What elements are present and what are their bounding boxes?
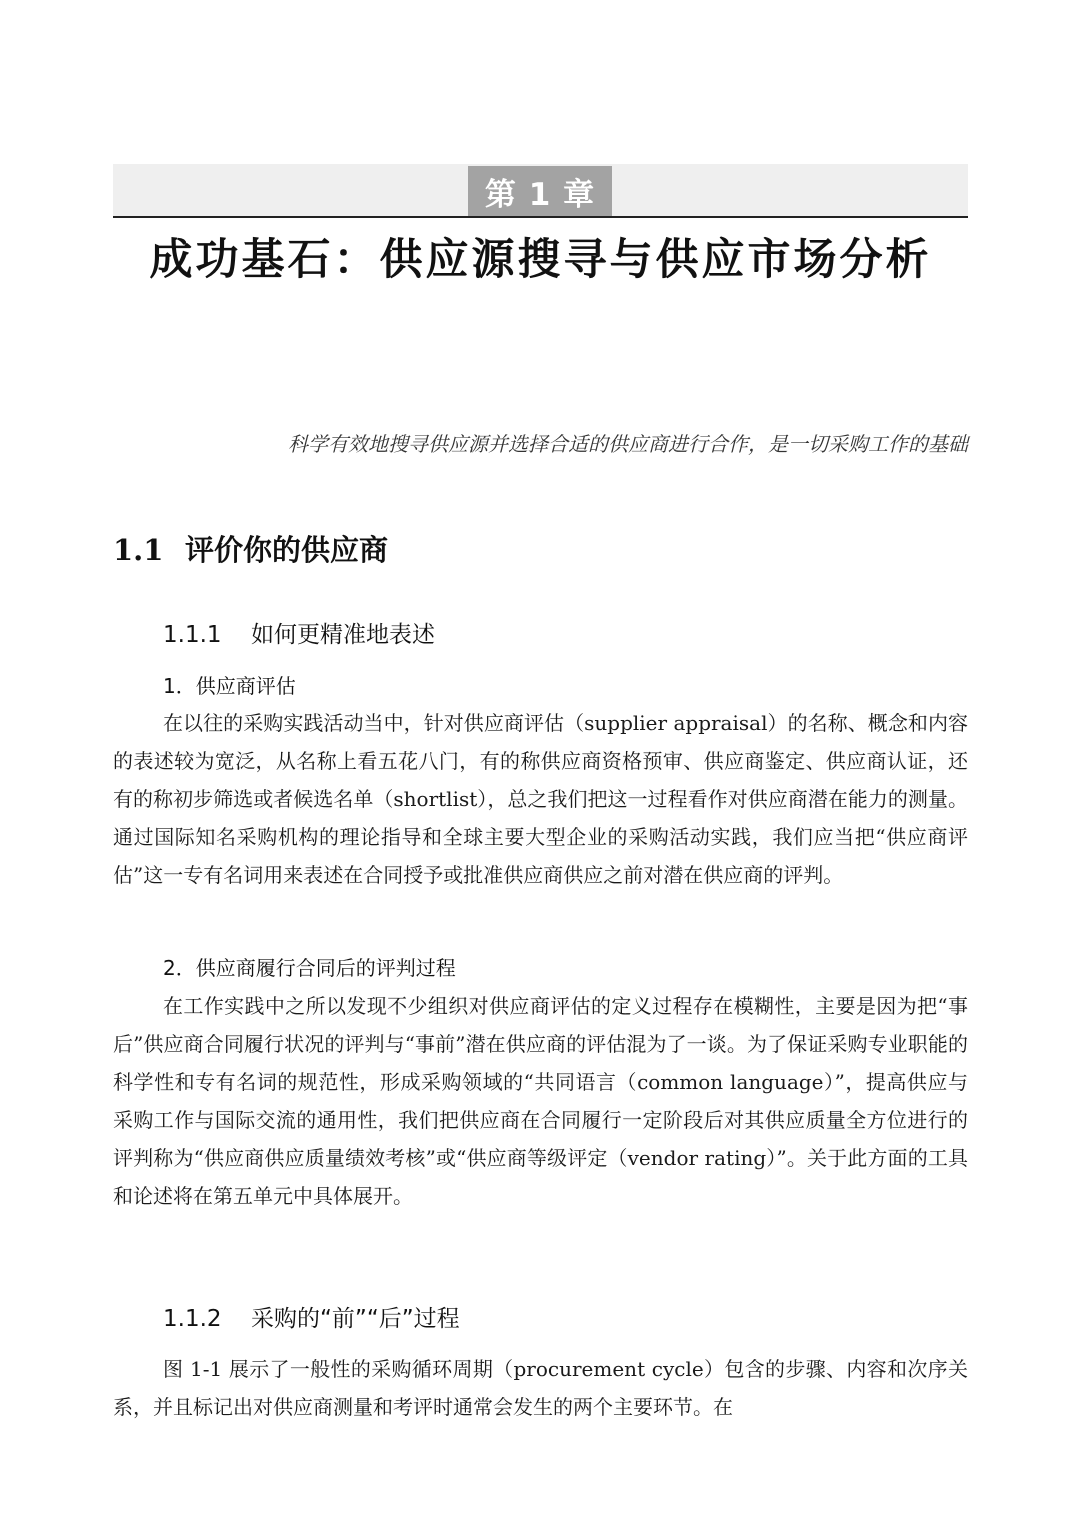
paragraph-vendor-rating: 在工作实践中之所以发现不少组织对供应商评估的定义过程存在模糊性，主要是因为把“事后”供应商合同履行状况的评判与“事前”潜在供应商的评估混为了一谈。为了保证采购专业职能的科学性和专有名词的规范性，形成采购领域的“共同语言（common language）”，提高供应与采购工作与国际交流的通用性，我们把供应商在合同履行一定阶段后对其供应质量全方位进行的评判称为“供应商供应质量绩效考核”或“供应商等级评定（vendor rating）”。关于此方面的工具和论述将在第五单元中具体展开。 <box>113 994 968 1208</box>
chapter-title: 成功基石：供应源搜寻与供应市场分析 <box>149 235 932 285</box>
subsection-heading-1 <box>163 616 435 649</box>
section-number: 1.1 <box>113 533 164 567</box>
section-heading <box>113 528 388 569</box>
paragraph-procurement-cycle: 图 1-1 展示了一般性的采购循环周期（procurement cycle）包含的步骤、内容和次序关系，并且标记出对供应商测量和考评时通常会发生的两个主要环节。在 <box>113 1357 968 1419</box>
section-title: 评价你的供应商 <box>185 533 389 567</box>
item-heading-2: 2．供应商履行合同后的评判过程 <box>163 956 456 980</box>
subsection-heading-2 <box>163 1300 460 1333</box>
paragraph-supplier-appraisal: 在以往的采购实践活动当中，针对供应商评估（supplier appraisal）的名称、概念和内容的表述较为宽泛，从名称上看五花八门，有的称供应商资格预审、供应商鉴定、供应商认证，还有的称初步筛选或者候选名单（shortlist），总之我们把这一过程看作对供应商潜在能力的测量。通过国际知名采购机构的理论指导和全球主要大型企业的采购活动实践，我们应当把“供应商评估”这一专有名词用来表述在合同授予或批准供应商供应之前对潜在供应商的评判。 <box>113 711 968 887</box>
subsection-number: 1.1.1 <box>163 622 222 648</box>
epigraph: 科学有效地搜寻供应源并选择合适的供应商进行合作，是一切采购工作的基础 <box>288 432 968 456</box>
subsection-title: 采购的“前”“后”过程 <box>251 1306 460 1332</box>
subsection-number: 1.1.2 <box>163 1306 222 1332</box>
item-heading-1: 1．供应商评估 <box>163 674 296 698</box>
chapter-rule <box>113 216 968 218</box>
chapter-label: 第 1 章 <box>468 166 612 216</box>
subsection-title: 如何更精准地表述 <box>251 622 435 648</box>
